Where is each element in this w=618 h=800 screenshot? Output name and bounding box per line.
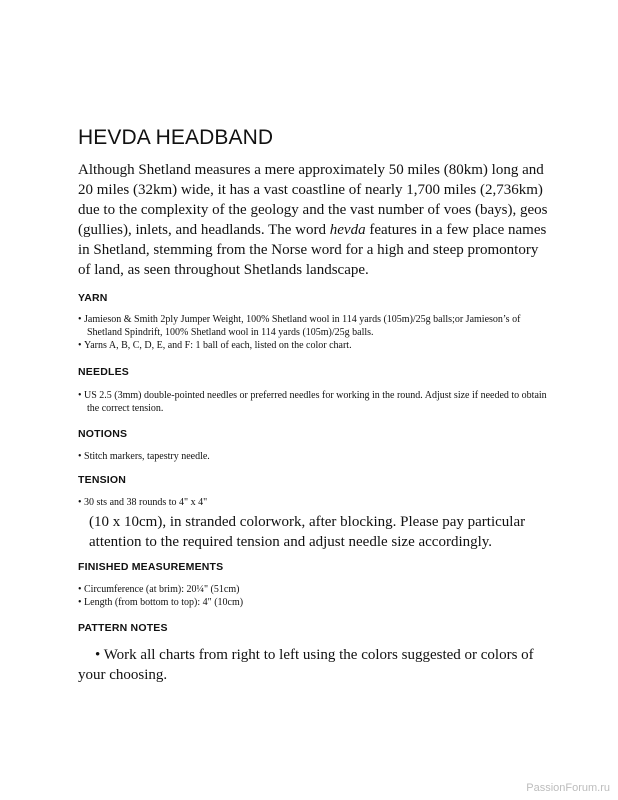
page-title: HEVDA HEADBAND [78, 126, 274, 149]
needles-item: • US 2.5 (3mm) double-pointed needles or preferred needles for working in the round. Adjust size if needed to obtain the correct tension. [78, 389, 548, 415]
notions-item: • Stitch markers, tapestry needle. [78, 450, 548, 463]
tension-list [78, 496, 548, 509]
finished-measurements-heading: FINISHED MEASUREMENTS [78, 561, 224, 573]
intro-paragraph [78, 160, 548, 280]
yarn-heading: YARN [78, 292, 108, 304]
intro-text-before: Although Shetland measures a mere approximately 50 miles (80km) long and 20 miles (32km) wide, it has a vast coastline of nearly 1,700 miles (2,736km) due to the complexity of the geology and the vast number of voes (bays), geos (gullies), inlets, and headlands. The word [78, 162, 548, 238]
intro-text-after: features in a few place names in Shetland, stemming from the Norse word for a high and steep promontory of land, as seen throughout Shetlands landscape. [78, 222, 547, 278]
yarn-item: • Jamieson & Smith 2ply Jumper Weight, 100% Shetland wool in 114 yards (105m)/25g balls;or Jamieson’s of Shetland Spindrift, 100% Shetland wool in 114 yards (105m)/25g balls. [78, 313, 548, 339]
tension-heading: TENSION [78, 474, 127, 486]
pattern-notes-heading: PATTERN NOTES [78, 622, 168, 634]
tension-continuation: (10 x 10cm), in stranded colorwork, after blocking. Please pay particular attention to the required tension and adjust needle size accordingly. [89, 514, 526, 550]
yarn-list [78, 313, 548, 352]
finished-measurements-item: • Length (from bottom to top): 4" (10cm) [78, 596, 548, 609]
pattern-notes-text: • Work all charts from right to left using the colors suggested or colors of your choosing. [78, 647, 534, 683]
finished-measurements-list [78, 583, 548, 609]
notions-list [78, 450, 548, 463]
needles-heading: NEEDLES [78, 366, 129, 378]
finished-measurements-item: • Circumference (at brim): 20¼" (51cm) [78, 583, 548, 596]
needles-list [78, 389, 548, 415]
notions-heading: NOTIONS [78, 428, 128, 440]
intro-emphasis-word: hevda [329, 222, 366, 238]
watermark-text: PassionForum.ru [526, 782, 610, 794]
yarn-item: • Yarns A, B, C, D, E, and F: 1 ball of each, listed on the color chart. [78, 339, 548, 352]
tension-item: • 30 sts and 38 rounds to 4" x 4" [78, 496, 548, 509]
